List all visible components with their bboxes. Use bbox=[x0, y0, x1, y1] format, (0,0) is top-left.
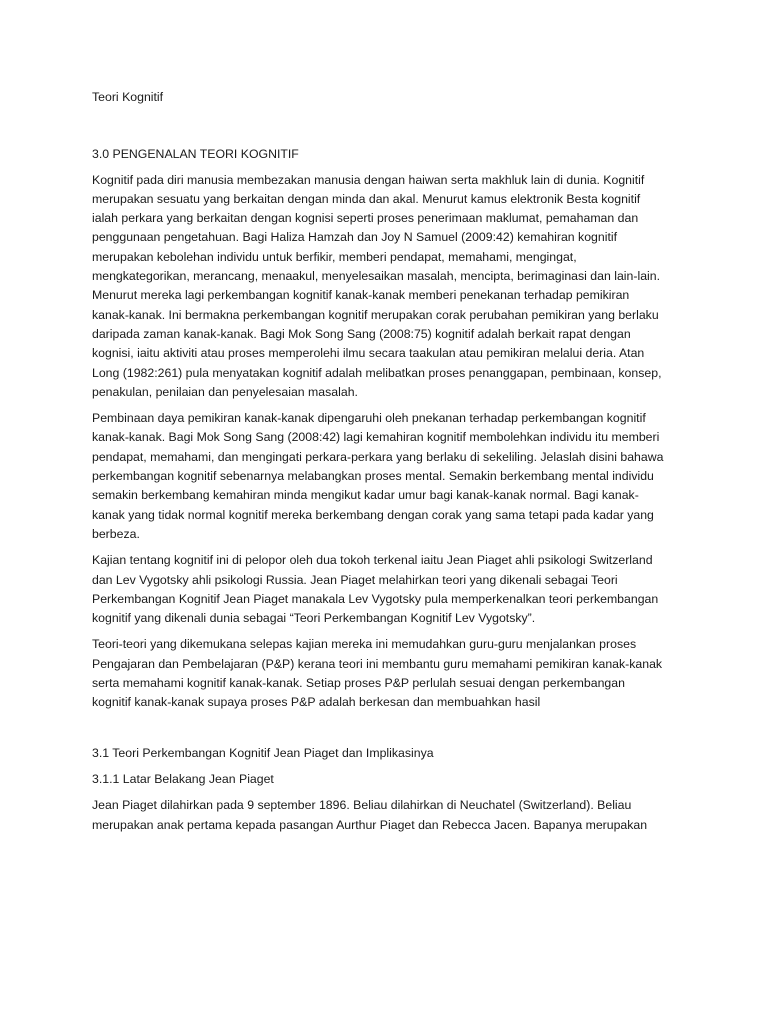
text-line: kognisi, iaitu aktiviti atau proses memperolehi ilmu secara taakulan atau pemikiran melalui deria. Atan bbox=[92, 346, 645, 361]
text-line: Jean Piaget dilahirkan pada 9 september 1896. Beliau dilahirkan di Neuchatel (Switzerland). Beliau bbox=[92, 798, 632, 813]
document-body bbox=[92, 88, 684, 835]
text-line: Kognitif pada diri manusia membezakan manusia dengan haiwan serta makhluk lain di dunia. Kognitif bbox=[92, 172, 645, 187]
text-line: Menurut mereka lagi perkembangan kognitif kanak-kanak memberi penekanan terhadap pemikiran bbox=[92, 288, 630, 303]
paragraph-2 bbox=[92, 409, 684, 544]
title-text: Teori Kognitif bbox=[92, 90, 164, 104]
paragraph-5 bbox=[92, 796, 684, 835]
text-line: Teori-teori yang dikemukana selepas kajian mereka ini memudahkan guru-guru menjalankan proses bbox=[92, 637, 637, 652]
text-line: penakulan, penilaian dan penyelesaian masalah. bbox=[92, 384, 358, 399]
section-heading-3-0 bbox=[92, 145, 684, 164]
paragraph-4 bbox=[92, 635, 684, 712]
paragraph-3 bbox=[92, 551, 684, 628]
text-line: mengkategorikan, merancang, menaakul, menyelesaikan masalah, mencipta, berimaginasi dan lain-lain. bbox=[92, 269, 661, 284]
text-line: merupakan kebolehan individu untuk berfikir, memberi pendapat, memahami, mengingat, bbox=[92, 249, 577, 264]
text-line: berbeza. bbox=[92, 526, 140, 541]
heading-text: 3.1 Teori Perkembangan Kognitif Jean Piaget dan Implikasinya bbox=[92, 745, 434, 760]
text-line: Pengajaran dan Pembelajaran (P&P) kerana teori ini membantu guru memahami pemikiran kanak-kanak bbox=[92, 656, 663, 671]
text-line: merupakan sesuatu yang berkaitan dengan minda dan akal. Menurut kamus elektronik Besta kognitif bbox=[92, 191, 641, 206]
text-line: semakin berkembang kemahiran minda mengikut kadar umur bagi kanak-kanak normal. Bagi kanak- bbox=[92, 488, 639, 503]
text-line: daripada zaman kanak-kanak. Bagi Mok Song Sang (2008:75) kognitif adalah berkait rapat dengan bbox=[92, 326, 631, 341]
text-line: kognitif kanak-kanak supaya proses P&P adalah berkesan dan membuahkan hasil bbox=[92, 695, 541, 710]
text-line: ialah perkara yang berkaitan dengan kognisi seperti proses penerimaan maklumat, pemahaman dan bbox=[92, 211, 639, 226]
text-line: kanak-kanak. Bagi Mok Song Sang (2008:42) lagi kemahiran kognitif membolehkan individu itu memberi bbox=[92, 430, 660, 445]
paragraph-1 bbox=[92, 171, 684, 403]
text-line: kognitif yang dikenali dunia sebagai “Teori Perkembangan Kognitif Lev Vygotsky”. bbox=[92, 611, 536, 626]
text-line: kanak-kanak. Ini bermakna perkembangan kognitif merupakan corak perubahan pemikiran yang berlaku bbox=[92, 307, 659, 322]
heading-text: 3.1.1 Latar Belakang Jean Piaget bbox=[92, 771, 274, 786]
text-line: pendapat, memahami, dan mengingati perkara-perkara yang berlaku di sekeliling. Jelaslah disini bahawa bbox=[92, 449, 664, 464]
text-line: Kajian tentang kognitif ini di pelopor oleh dua tokoh terkenal iaitu Jean Piaget ahli psikologi Switzerland bbox=[92, 553, 653, 568]
text-line: serta memahami kognitif kanak-kanak. Setiap proses P&P perlulah sesuai dengan perkembangan bbox=[92, 676, 625, 691]
text-line: dan Lev Vygotsky ahli psikologi Russia. Jean Piaget melahirkan teori yang dikenali sebagai Teori bbox=[92, 572, 618, 587]
text-line: Perkembangan Kognitif Jean Piaget manakala Lev Vygotsky pula memperkenalkan teori perkembangan bbox=[92, 591, 659, 606]
text-line: Pembinaan daya pemikiran kanak-kanak dipengaruhi oleh pnekanan terhadap perkembangan kognitif bbox=[92, 411, 646, 426]
text-line: penggunaan pengetahuan. Bagi Haliza Hamzah dan Joy N Samuel (2009:42) kemahiran kognitif bbox=[92, 230, 618, 245]
document-title bbox=[92, 88, 684, 107]
section-heading-3-1-1 bbox=[92, 770, 684, 789]
text-line: merupakan anak pertama kepada pasangan Aurthur Piaget dan Rebecca Jacen. Bapanya merupakan bbox=[92, 817, 648, 832]
text-line: kanak yang tidak normal kognitif mereka berkembang dengan corak yang sama tetapi pada kadar yang bbox=[92, 507, 654, 522]
text-line: perkembangan kognitif sebenarnya melabangkan proses mental. Semakin berkembang mental individu bbox=[92, 469, 654, 484]
heading-text: 3.0 PENGENALAN TEORI KOGNITIF bbox=[92, 147, 299, 162]
text-line: Long (1982:261) pula menyatakan kognitif adalah melibatkan proses penanggapan, pembinaan, konsep, bbox=[92, 365, 662, 380]
section-heading-3-1 bbox=[92, 744, 684, 763]
